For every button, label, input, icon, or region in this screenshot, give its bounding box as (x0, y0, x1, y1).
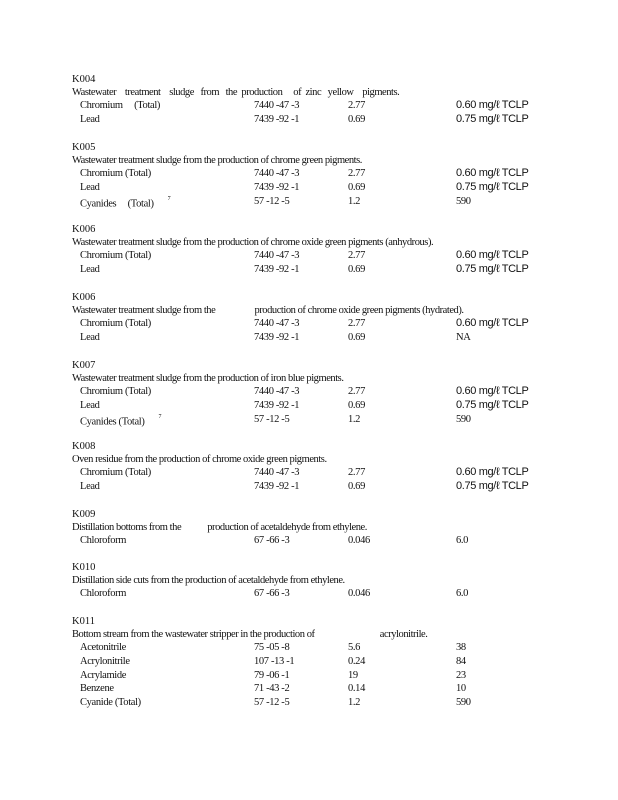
table-row (72, 317, 552, 331)
table-row (72, 167, 552, 181)
table-row (72, 641, 552, 655)
standard: 0.75 mg/ℓ TCLP (456, 398, 529, 411)
cas-number: 7440 -47 -3 (254, 467, 300, 478)
concentration: 0.69 (348, 480, 365, 492)
table-row (72, 480, 552, 494)
table-row (72, 413, 552, 427)
table-row (72, 682, 552, 696)
constituent-name: Lead (80, 399, 100, 411)
constituent-name: Chloroform (80, 535, 127, 546)
concentration: 5.6 (348, 642, 361, 653)
cas-number: 7439 -92 -1 (254, 399, 300, 411)
cas-number: 7439 -92 -1 (254, 480, 300, 492)
constituent-name: Chromium (Total) (80, 168, 151, 179)
table-row (72, 399, 552, 413)
concentration: 19 (348, 669, 358, 681)
footnote-marker: 7 (158, 413, 162, 420)
constituent-name: Chromium (Total) (80, 386, 151, 397)
waste-code: K004 (72, 74, 96, 85)
cas-number: 7440 -47 -3 (254, 318, 300, 329)
table-row (72, 655, 552, 669)
constituent-name: Lead (80, 181, 100, 193)
waste-code: K010 (72, 562, 96, 573)
waste-code: K006 (72, 224, 96, 235)
table-row (72, 263, 552, 277)
constituent-name-with-footnote (80, 195, 170, 211)
cas-number: 7439 -92 -1 (254, 181, 300, 193)
waste-entry-k007 (72, 359, 552, 426)
waste-entry-k011 (72, 615, 552, 710)
concentration: 0.24 (348, 655, 365, 667)
concentration: 0.69 (348, 181, 365, 193)
table-row (72, 249, 552, 263)
waste-description: Wastewater treatment sludge from the production of iron blue pigments. (72, 373, 344, 384)
standard: 38 (456, 642, 466, 653)
standard: 590 (456, 195, 471, 207)
cas-number: 57 -12 -5 (254, 413, 290, 425)
table-row (72, 587, 552, 601)
constituent-name: Acrylonitrile (80, 655, 130, 667)
cas-number: 79 -06 -1 (254, 669, 290, 681)
concentration: 0.69 (348, 263, 365, 275)
table-row (72, 113, 552, 127)
concentration: 2.77 (348, 467, 365, 478)
cas-number: 7440 -47 -3 (254, 100, 300, 111)
standard: 23 (456, 669, 466, 681)
table-row (72, 385, 552, 399)
concentration: 2.77 (348, 250, 365, 261)
cas-number: 7439 -92 -1 (254, 263, 300, 275)
concentration: 2.77 (348, 386, 365, 397)
constituent-name: Benzene (80, 683, 114, 695)
table-row (72, 195, 552, 209)
standard: 0.75 mg/ℓ TCLP (456, 112, 529, 125)
concentration: 0.14 (348, 683, 365, 695)
waste-entry-k010 (72, 561, 552, 601)
standard: 0.60 mg/ℓ TCLP (456, 249, 529, 261)
constituent-name: Chromium (Total) (80, 467, 151, 478)
standard: 6.0 (456, 588, 469, 599)
constituent-name: Cyanide (Total) (80, 697, 141, 709)
cas-number: 7439 -92 -1 (254, 113, 300, 125)
table-row (72, 466, 552, 480)
standard: 6.0 (456, 535, 469, 546)
cas-number: 57 -12 -5 (254, 195, 290, 207)
standard: 0.60 mg/ℓ TCLP (456, 99, 529, 111)
concentration: 1.2 (348, 413, 361, 425)
cas-number: 7440 -47 -3 (254, 250, 300, 261)
standard: 84 (456, 655, 466, 667)
standard: 0.75 mg/ℓ TCLP (456, 479, 529, 492)
table-row (72, 669, 552, 683)
cas-number: 67 -66 -3 (254, 535, 290, 546)
waste-description: Distillation bottoms from the production of acetaldehyde from ethylene. (72, 522, 367, 533)
table-row (72, 99, 552, 113)
concentration: 2.77 (348, 168, 365, 179)
table-row (72, 181, 552, 195)
standard: 0.60 mg/ℓ TCLP (456, 317, 529, 329)
cas-number: 67 -66 -3 (254, 588, 290, 599)
footnote-marker: 7 (167, 195, 171, 202)
waste-description: Wastewater treatment sludge from the production of zinc yellow pigments. (72, 87, 400, 98)
concentration: 1.2 (348, 195, 361, 207)
waste-code: K007 (72, 360, 96, 371)
waste-entry-k006-anhydrous (72, 223, 552, 277)
waste-description: Wastewater treatment sludge from the production of chrome green pigments. (72, 155, 362, 166)
cas-number: 57 -12 -5 (254, 697, 290, 709)
constituent-name-with-footnote (80, 413, 161, 429)
concentration: 0.046 (348, 535, 370, 546)
waste-entry-k004 (72, 73, 552, 127)
waste-code: K006 (72, 292, 96, 303)
cas-number: 7440 -47 -3 (254, 168, 300, 179)
concentration: 1.2 (348, 697, 361, 709)
concentration: 0.046 (348, 588, 370, 599)
standard: NA (456, 331, 471, 343)
concentration: 0.69 (348, 331, 365, 343)
waste-code: K008 (72, 441, 96, 452)
waste-description: Bottom stream from the wastewater stripper in the production of acrylonitrile. (72, 629, 428, 640)
constituent-name: Lead (80, 480, 100, 492)
cas-number: 107 -13 -1 (254, 655, 295, 667)
waste-entry-k005 (72, 141, 552, 208)
constituent-name: Lead (80, 113, 100, 125)
cas-number: 7440 -47 -3 (254, 386, 300, 397)
constituent-name: Acetonitrile (80, 642, 126, 653)
waste-description: Oven residue from the production of chrome oxide green pigments. (72, 454, 327, 465)
concentration: 2.77 (348, 318, 365, 329)
constituent-name: Lead (80, 263, 100, 275)
constituent-name: Chromium (Total) (80, 100, 161, 111)
constituent-name: Chloroform (80, 588, 127, 599)
cas-number: 7439 -92 -1 (254, 331, 300, 343)
waste-entry-k009 (72, 508, 552, 548)
table-row (72, 534, 552, 548)
standard: 0.75 mg/ℓ TCLP (456, 180, 529, 193)
standard: 0.60 mg/ℓ TCLP (456, 167, 529, 179)
standard: 590 (456, 697, 471, 709)
cas-number: 71 -43 -2 (254, 683, 290, 695)
waste-code: K009 (72, 509, 96, 520)
standard: 10 (456, 683, 466, 695)
standard: 590 (456, 413, 471, 425)
standard: 0.75 mg/ℓ TCLP (456, 262, 529, 275)
standard: 0.60 mg/ℓ TCLP (456, 385, 529, 397)
waste-description: Distillation side cuts from the production of acetaldehyde from ethylene. (72, 575, 345, 586)
cas-number: 75 -05 -8 (254, 642, 290, 653)
table-row (72, 331, 552, 345)
constituent-name: Chromium (Total) (80, 318, 151, 329)
constituent-name: Lead (80, 331, 100, 343)
waste-entry-k008 (72, 440, 552, 494)
waste-code: K011 (72, 616, 95, 627)
concentration: 0.69 (348, 113, 365, 125)
table-row (72, 696, 552, 710)
constituent-name: Cyanides (Total) (80, 198, 154, 210)
waste-entry-k006-hydrated (72, 291, 552, 345)
constituent-name: Cyanides (Total) (80, 416, 145, 428)
waste-description: Wastewater treatment sludge from the production of chrome oxide green pigments (hydrated). (72, 305, 464, 316)
constituent-name: Acrylamide (80, 669, 127, 681)
waste-description: Wastewater treatment sludge from the production of chrome oxide green pigments (anhydrous). (72, 237, 434, 248)
constituent-name: Chromium (Total) (80, 250, 151, 261)
waste-code: K005 (72, 142, 96, 153)
concentration: 0.69 (348, 399, 365, 411)
concentration: 2.77 (348, 100, 365, 111)
standard: 0.60 mg/ℓ TCLP (456, 466, 529, 478)
